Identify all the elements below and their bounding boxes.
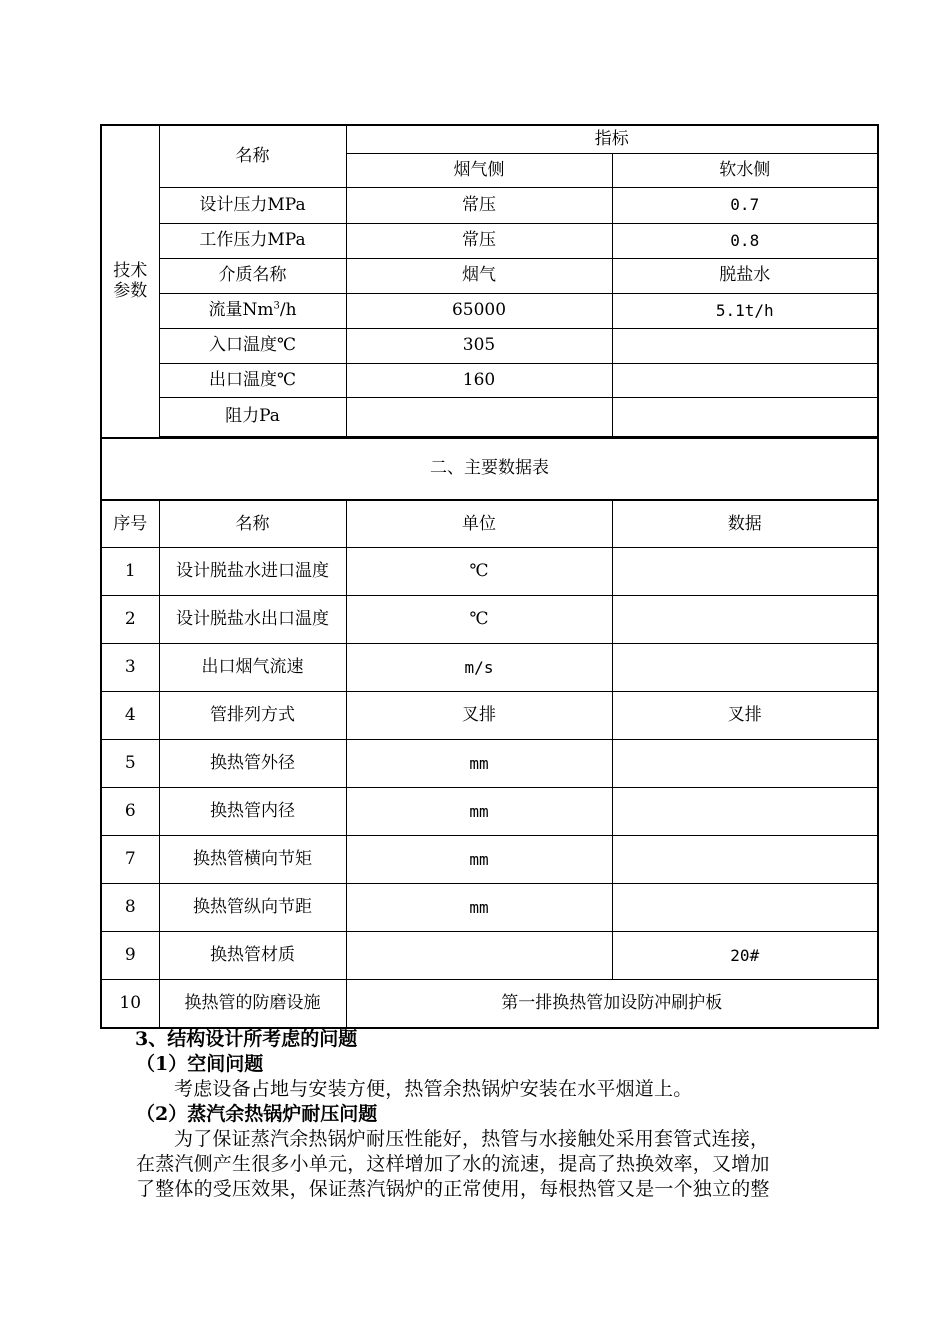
tech-params-group-cell: [101, 125, 159, 438]
subheading-pressure: （2）蒸汽余热锅炉耐压问题: [136, 1103, 378, 1125]
row-data: [612, 788, 878, 836]
table-row: [101, 980, 878, 1028]
row-name: 换热管材质: [159, 932, 346, 980]
param-name: 入口温度℃: [159, 328, 346, 363]
param-name: 流量Nm$^3$/h: [159, 293, 346, 328]
flue-value: 65000: [346, 293, 612, 328]
water-side-header: 软水侧: [612, 153, 878, 187]
row-name: 换热管外径: [159, 740, 346, 788]
row-data: 20#: [612, 932, 878, 980]
row-no: 10: [101, 980, 159, 1028]
unit-header: 单位: [346, 500, 612, 548]
flue-value: 烟气: [346, 258, 612, 293]
tech-row: [101, 397, 878, 436]
tech-row: [101, 363, 878, 397]
tech-group-label-2: 参数: [113, 281, 148, 302]
row-no: 3: [101, 644, 159, 692]
row-no: 5: [101, 740, 159, 788]
name-header: 名称: [159, 125, 346, 187]
row-name: 管排列方式: [159, 692, 346, 740]
table-row: [101, 788, 878, 836]
water-value: 脱盐水: [612, 258, 878, 293]
table-row: [101, 740, 878, 788]
row-unit: mm: [346, 884, 612, 932]
indicator-header: 指标: [346, 125, 878, 153]
flue-value: [346, 397, 612, 436]
water-value: 0.7: [612, 187, 878, 223]
row-data: [612, 884, 878, 932]
param-name: 出口温度℃: [159, 363, 346, 397]
row-data: [612, 740, 878, 788]
row-data: [612, 644, 878, 692]
tech-row: [101, 293, 878, 328]
row-no: 9: [101, 932, 159, 980]
water-value: [612, 363, 878, 397]
row-name: 出口烟气流速: [159, 644, 346, 692]
flue-value: 常压: [346, 223, 612, 258]
table-row: [101, 692, 878, 740]
section-heading: 3、结构设计所考虑的问题: [135, 1028, 358, 1050]
row-unit: ℃: [346, 596, 612, 644]
flue-value: 常压: [346, 187, 612, 223]
row-no: 4: [101, 692, 159, 740]
row-data: 叉排: [612, 692, 878, 740]
data-header: 数据: [612, 500, 878, 548]
main-table-title: 二、主要数据表: [101, 438, 878, 500]
tech-row: [101, 258, 878, 293]
row-name: 换热管的防磨设施: [159, 980, 346, 1028]
tech-row: [101, 187, 878, 223]
row-no: 2: [101, 596, 159, 644]
row-name: 换热管横向节矩: [159, 836, 346, 884]
technical-data-table: [100, 124, 879, 1029]
water-value: 5.1t/h: [612, 293, 878, 328]
row-data: [612, 836, 878, 884]
structure-design-section: [136, 1027, 856, 1202]
main-header-row: [101, 500, 878, 548]
water-value: 0.8: [612, 223, 878, 258]
row-name: 设计脱盐水出口温度: [159, 596, 346, 644]
param-name: 介质名称: [159, 258, 346, 293]
row-unit: [346, 932, 612, 980]
row-unit: 叉排: [346, 692, 612, 740]
row-unit: ℃: [346, 548, 612, 596]
row-unit: mm: [346, 740, 612, 788]
subheading-space: （1）空间问题: [136, 1053, 264, 1075]
tech-group-label-1: 技术: [113, 260, 148, 281]
row-name: 换热管纵向节距: [159, 884, 346, 932]
row-no: 7: [101, 836, 159, 884]
row-data: [612, 548, 878, 596]
table-row: [101, 644, 878, 692]
flue-value: 305: [346, 328, 612, 363]
paragraph-pressure-line-2: 在蒸汽侧产生很多小单元，这样增加了水的流速，提高了热换效率，又增加: [136, 1153, 770, 1175]
row-unit: mm: [346, 836, 612, 884]
row-no: 8: [101, 884, 159, 932]
table-row: [101, 548, 878, 596]
table-row: [101, 596, 878, 644]
paragraph-pressure-line-3: 了整体的受压效果，保证蒸汽锅炉的正常使用，每根热管又是一个独立的整: [136, 1178, 770, 1200]
row-name: 设计脱盐水进口温度: [159, 548, 346, 596]
param-name: 阻力Pa: [159, 397, 346, 436]
flue-value: 160: [346, 363, 612, 397]
no-header: 序号: [101, 500, 159, 548]
paragraph-space: 考虑设备占地与安装方便，热管余热锅炉安装在水平烟道上。: [174, 1078, 693, 1100]
tech-row: [101, 223, 878, 258]
flue-side-header: 烟气侧: [346, 153, 612, 187]
row-unit: m/s: [346, 644, 612, 692]
row-merged-value: 第一排换热管加设防冲刷护板: [346, 980, 878, 1028]
row-no: 1: [101, 548, 159, 596]
table-row: [101, 932, 878, 980]
water-value: [612, 328, 878, 363]
table-row: [101, 884, 878, 932]
paragraph-pressure-line-1: 为了保证蒸汽余热锅炉耐压性能好，热管与水接触处采用套管式连接，: [174, 1128, 770, 1150]
row-name: 换热管内径: [159, 788, 346, 836]
tech-row: [101, 328, 878, 363]
row-no: 6: [101, 788, 159, 836]
row-data: [612, 596, 878, 644]
param-name: 工作压力MPa: [159, 223, 346, 258]
param-name: 设计压力MPa: [159, 187, 346, 223]
water-value: [612, 397, 878, 436]
row-unit: mm: [346, 788, 612, 836]
name-header: 名称: [159, 500, 346, 548]
table-row: [101, 836, 878, 884]
